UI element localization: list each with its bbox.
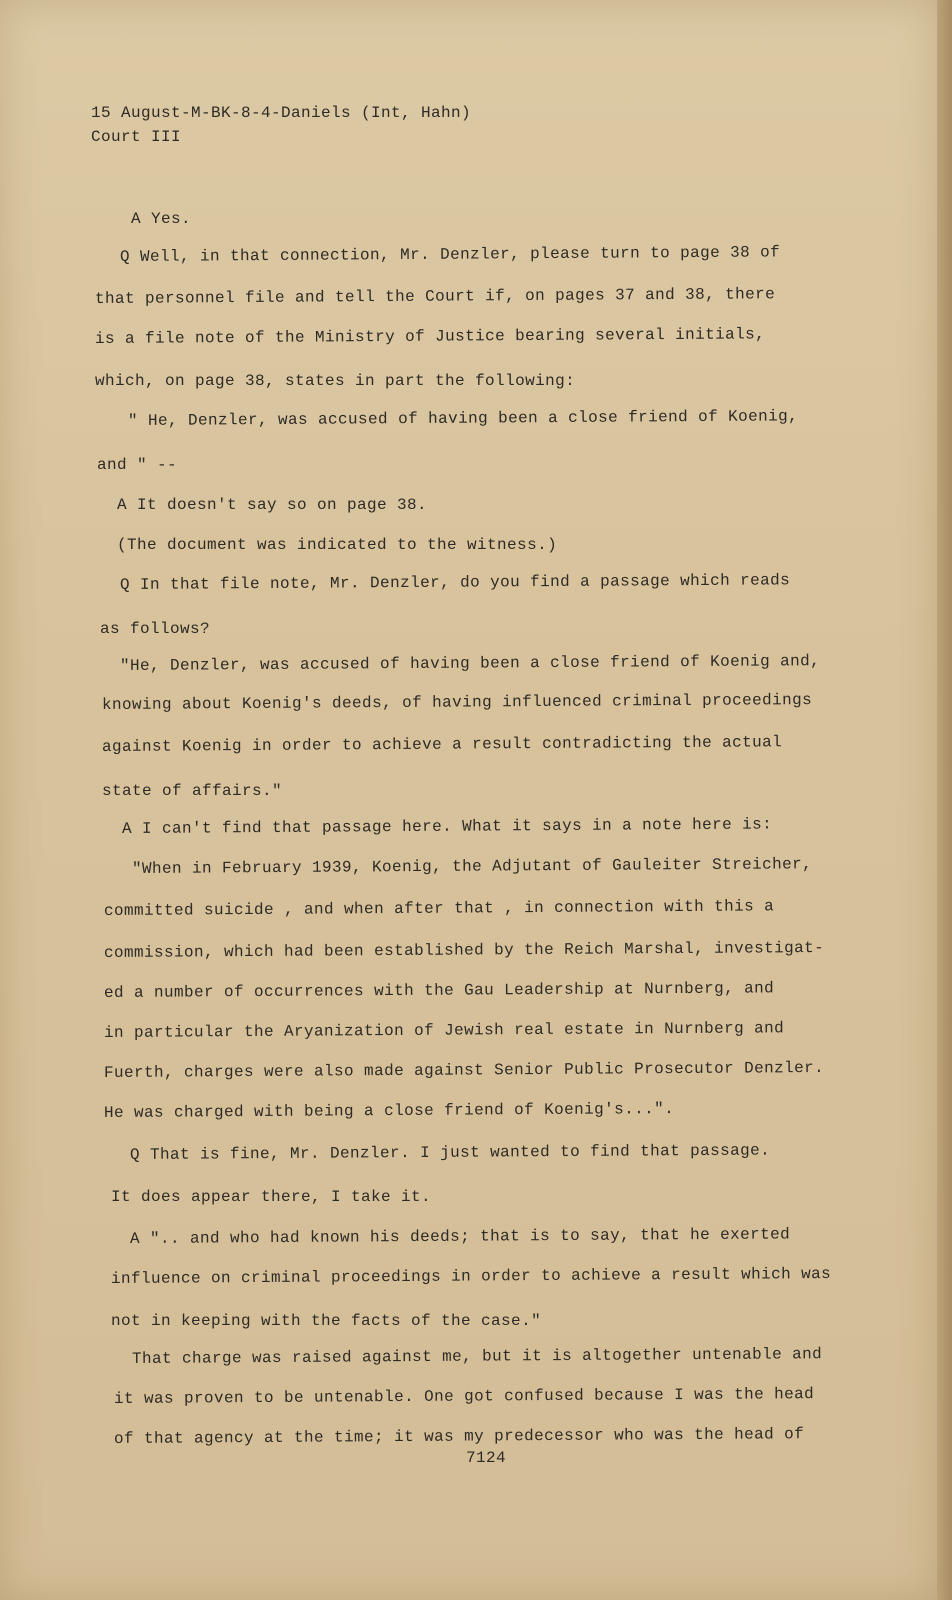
text-line: (The document was indicated to the witness.) <box>117 536 558 554</box>
text-line: that personnel file and tell the Court if, on pages 37 and 38, there <box>94 285 776 308</box>
text-line: A It doesn't say so on page 38. <box>117 496 428 514</box>
text-line: " He, Denzler, was accused of having been a close friend of Koenig, <box>127 407 799 430</box>
text-line: "He, Denzler, was accused of having been a close friend of Koenig and, <box>119 652 821 675</box>
text-line: which, on page 38, states in part the following: <box>95 372 576 390</box>
text-line: against Koenig in order to achieve a result contradicting the actual <box>101 733 783 756</box>
text-line: in particular the Aryanization of Jewish real estate in Nurnberg and <box>103 1019 785 1042</box>
header-line-1: 15 August-M-BK-8-4-Daniels (Int, Hahn) <box>91 104 472 122</box>
page-number: 7124 <box>466 1449 507 1467</box>
text-line: not in keeping with the facts of the case." <box>111 1312 542 1330</box>
text-line: A I can't find that passage here. What it says in a note here is: <box>121 815 773 838</box>
text-line: Fuerth, charges were also made against Senior Public Prosecutor Denzler. <box>103 1058 825 1082</box>
text-line: influence on criminal proceedings in order to achieve a result which was <box>110 1264 832 1288</box>
text-line: A ".. and who had known his deeds; that is to say, that he exerted <box>129 1225 791 1248</box>
text-line: committed suicide , and when after that , in connection with this a <box>103 897 775 920</box>
text-line: That charge was raised against me, but it is altogether untenable and <box>131 1345 823 1368</box>
text-line: and " -- <box>97 456 178 474</box>
text-line: ed a number of occurrences with the Gau Leadership at Nurnberg, and <box>103 979 775 1002</box>
text-line: Q Well, in that connection, Mr. Denzler, please turn to page 38 of <box>119 243 781 266</box>
text-line: knowing about Koenig's deeds, of having influenced criminal proceedings <box>101 691 813 714</box>
text-line: of that agency at the time; it was my predecessor who was the head of <box>113 1425 805 1448</box>
text-line: Q In that file note, Mr. Denzler, do you find a passage which reads <box>119 571 791 594</box>
text-line: as follows? <box>100 620 211 638</box>
text-line: commission, which had been established by the Reich Marshal, investigat- <box>103 938 825 962</box>
header-line-2: Court III <box>91 128 182 146</box>
text-line: He was charged with being a close friend of Koenig's...". <box>103 1100 675 1122</box>
text-line: A Yes. <box>131 210 192 228</box>
text-line: "When in February 1939, Koenig, the Adjutant of Gauleiter Streicher, <box>131 855 813 878</box>
page-edge <box>937 0 952 1600</box>
text-line: is a file note of the Ministry of Justice bearing several initials, <box>94 325 766 348</box>
text-line: Q That is fine, Mr. Denzler. I just wanted to find that passage. <box>129 1141 771 1164</box>
text-line: It does appear there, I take it. <box>111 1188 432 1206</box>
text-line: state of affairs." <box>102 782 283 800</box>
text-line: it was proven to be untenable. One got confused because I was the head <box>113 1385 815 1408</box>
